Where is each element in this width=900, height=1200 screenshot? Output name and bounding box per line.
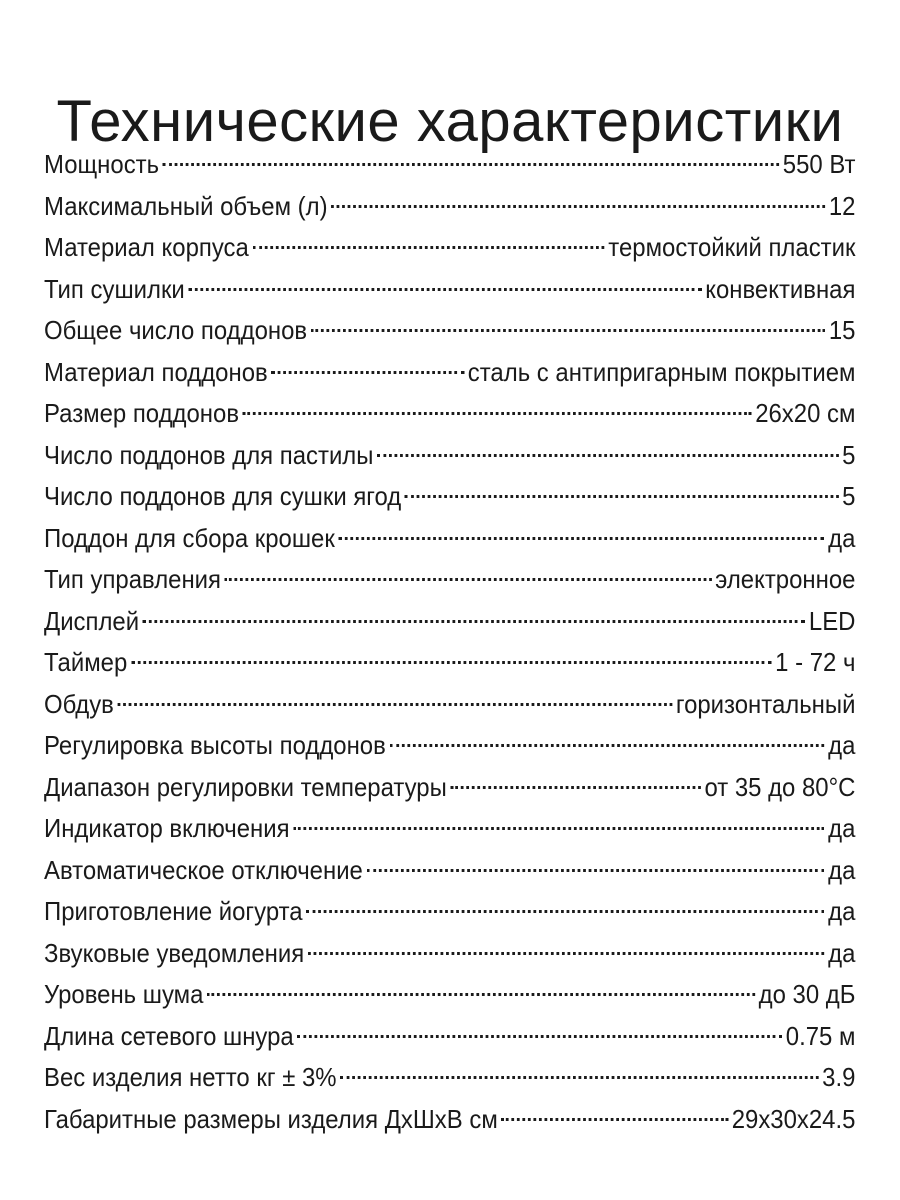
spec-value: 1 - 72 ч [775,647,856,677]
spec-value: LED [808,605,856,636]
dot-leader [163,163,779,166]
dot-leader [188,288,701,291]
spec-value: да [828,522,856,553]
spec-value: да [828,813,856,843]
spec-value: 12 [828,190,856,221]
spec-value: 29x30x24.5 [731,1103,856,1134]
spec-value: сталь с антипригарным покрытием [467,356,856,387]
spec-value: 0.75 м [785,1020,856,1051]
spec-value: 15 [828,315,856,345]
spec-row [44,974,855,1016]
spec-row [44,227,855,269]
dot-leader [252,246,604,249]
spec-row [44,269,855,311]
dot-leader [297,1035,782,1038]
spec-row [44,352,855,394]
spec-label: Приготовление йогурта [44,896,303,926]
dot-leader [501,1118,728,1121]
dot-leader [118,703,673,706]
spec-value: до 30 дБ [758,979,856,1009]
dot-leader [143,620,805,623]
dot-leader [225,578,712,581]
dot-leader [308,952,825,955]
spec-label: Вес изделия нетто кг ± 3% [44,1062,337,1092]
dot-leader [306,910,824,913]
spec-row [44,1099,855,1141]
spec-label: Максимальный объем (л) [44,190,328,221]
spec-row [44,850,855,892]
spec-row [44,476,855,518]
spec-value: 26x20 см [755,398,856,428]
dot-leader [367,869,825,872]
spec-label: Автоматическое отключение [44,854,363,885]
page-title: Технические характеристики [56,88,844,154]
spec-value: да [828,854,856,885]
dot-leader [405,495,839,498]
spec-label: Индикатор включения [44,813,290,843]
spec-value: от 35 до 80°C [704,771,856,802]
spec-label: Регулировка высоты поддонов [44,730,386,760]
spec-row [44,767,855,809]
spec-value: да [828,896,856,926]
spec-row [44,891,855,933]
spec-value: конвективная [705,273,856,304]
spec-label: Число поддонов для пастилы [44,439,374,470]
spec-value: 3.9 [822,1062,856,1092]
spec-label: Размер поддонов [44,398,240,428]
dot-leader [243,412,752,415]
spec-label: Тип управления [44,564,221,594]
spec-value: горизонтальный [675,688,856,719]
spec-label: Число поддонов для сушки ягод [44,481,402,511]
spec-row [44,933,855,975]
dot-leader [207,993,755,996]
dot-leader [131,661,772,664]
spec-row [44,684,855,726]
spec-label: Обдув [44,688,114,719]
spec-row [44,559,855,601]
spec-row [44,144,855,186]
spec-label: Таймер [44,647,128,677]
spec-list [44,144,856,1140]
spec-value: термостойкий пластик [608,232,856,262]
dot-leader [389,744,824,747]
dot-leader [331,205,825,208]
spec-label: Поддон для сбора крошек [44,522,335,553]
spec-row [44,393,855,435]
spec-label: Длина сетевого шнура [44,1020,294,1051]
spec-row [44,310,855,352]
dot-leader [271,371,464,374]
spec-row [44,435,855,477]
spec-value: да [828,937,856,968]
spec-row [44,725,855,767]
spec-label: Общее число поддонов [44,315,308,345]
dot-leader [311,329,825,332]
spec-row [44,642,855,684]
spec-label: Мощность [44,149,160,179]
spec-value: да [828,730,856,760]
dot-leader [293,827,824,830]
spec-row [44,186,855,228]
spec-value: 5 [842,481,856,511]
spec-label: Габаритные размеры изделия ДхШхВ см [44,1103,498,1134]
spec-row [44,601,855,643]
dot-leader [340,1076,818,1079]
spec-value: электронное [715,564,856,594]
dot-leader [377,454,838,457]
spec-label: Материал корпуса [44,232,249,262]
dot-leader [450,786,700,789]
spec-label: Диапазон регулировки температуры [44,771,447,802]
spec-value: 550 Вт [782,149,856,179]
spec-row [44,518,855,560]
spec-label: Дисплей [44,605,140,636]
dot-leader [338,537,824,540]
spec-label: Звуковые уведомления [44,937,305,968]
spec-label: Тип сушилки [44,273,185,304]
spec-row [44,808,855,850]
spec-row [44,1016,855,1058]
spec-label: Материал поддонов [44,356,268,387]
spec-row [44,1057,855,1099]
spec-value: 5 [842,439,856,470]
spec-label: Уровень шума [44,979,204,1009]
